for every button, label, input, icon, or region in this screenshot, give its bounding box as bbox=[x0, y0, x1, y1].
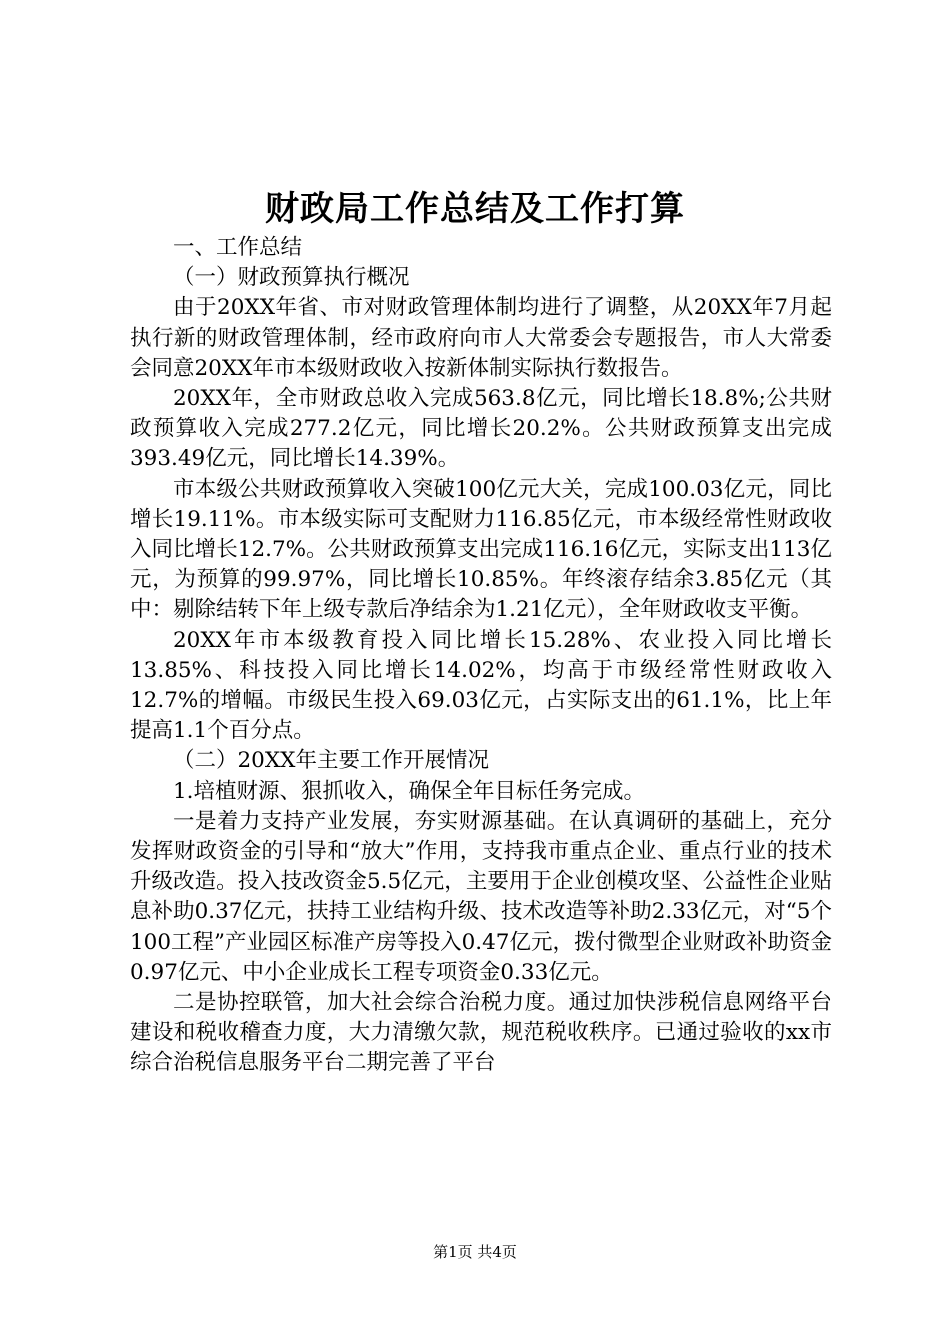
subsection-heading: （一）财政预算执行概况 bbox=[173, 265, 410, 291]
page-footer: 第1页 共4页 bbox=[433, 1243, 517, 1261]
body-paragraph: 由于20XX年省、市对财政管理体制均进行了调整，从20XX年7月起执行新的财政管理体制，经市政府向市人大常委会专题报告，市人大常委会同意20XX年市本级财政收入按新体制实际执行数报告。 bbox=[130, 295, 832, 381]
body-paragraph: 20XX年，全市财政总收入完成563.8亿元，同比增长18.8%;公共财政预算收入完成277.2亿元，同比增长20.2%。公共财政预算支出完成393.49亿元，同比增长14.39%。 bbox=[130, 386, 832, 472]
document-body bbox=[130, 233, 832, 1079]
body-paragraph: 市本级公共财政预算收入突破100亿元大关，完成100.03亿元，同比增长19.11%。市本级实际可支配财力116.85亿元，市本级经常性财政收入同比增长12.7%。公共财政预算支出完成116.16亿元，实际支出113亿元，为预算的99.97%，同比增长10.85%。年终滚存结余3.85亿元（其中：剔除结转下年上级专款后净结余为1.21亿元），全年财政收支平衡。 bbox=[130, 476, 832, 623]
item-heading: 1.培植财源、狠抓收入，确保全年目标任务完成。 bbox=[173, 778, 646, 804]
body-paragraph: 二是协控联管，加大社会综合治税力度。通过加快涉税信息网络平台建设和税收稽查力度，大力清缴欠款，规范税收秩序。已通过验收的xx市综合治税信息服务平台二期完善了平台 bbox=[130, 990, 832, 1076]
body-paragraph: 20XX年市本级教育投入同比增长15.28%、农业投入同比增长13.85%、科技投入同比增长14.02%，均高于市级经常性财政收入12.7%的增幅。市级民生投入69.03亿元，占实际支出的61.1%，比上年提高1.1个百分点。 bbox=[130, 627, 832, 744]
body-paragraph: 一是着力支持产业发展，夯实财源基础。在认真调研的基础上，充分发挥财政资金的引导和“放大”作用，支持我市重点企业、重点行业的技术升级改造。投入技改资金5.5亿元，主要用于企业创模攻坚、公益性企业贴息补助0.37亿元，扶持工业结构升级、技术改造等补助2.33亿元，对“5个100工程”产业园区标准产房等投入0.47亿元，拨付微型企业财政补助资金0.97亿元、中小企业成长工程专项资金0.33亿元。 bbox=[130, 808, 832, 985]
document-title: 财政局工作总结及工作打算 bbox=[265, 189, 685, 229]
section-heading: 一、工作总结 bbox=[173, 235, 303, 260]
subsection-heading: （二）20XX年主要工作开展情况 bbox=[173, 748, 489, 774]
